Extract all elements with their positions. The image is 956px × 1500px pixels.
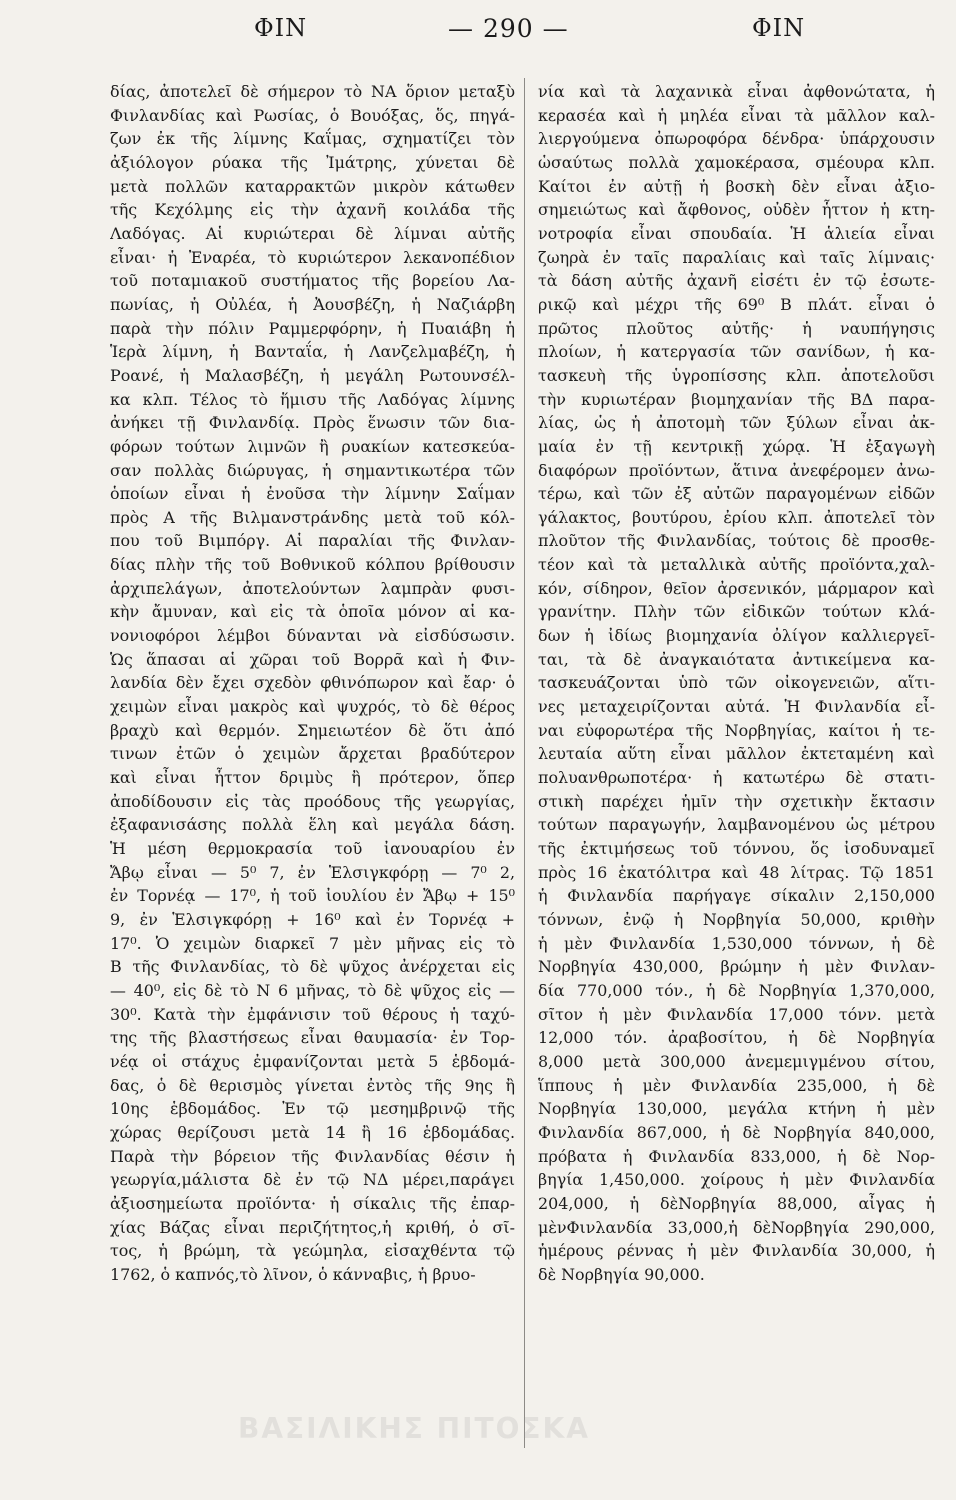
text-line: τασκευὴ τῆς ὑγροπίσσης κλπ. ἀποτελοῦσι: [538, 365, 935, 385]
text-line: ἡ Φινλανδία παρήγαγε σίκαλιν 2,150,000: [538, 886, 935, 906]
text-line: δίας, ἀποτελεῖ δὲ σήμερον τὸ ΝΑ ὅριον μεταξὺ: [110, 82, 515, 101]
text-line: νία καὶ τὰ λαχανικὰ εἶναι ἀφθονώτατα, ἡ: [538, 82, 935, 101]
text-line: χίας Βάζας εἶναι περιζήτητος,ἡ κριθή, ὁ σῖ-: [110, 1217, 515, 1237]
text-line: ζων ἐκ τῆς λίμνης Καΐμας, σχηματίζει τὸν: [110, 129, 515, 149]
text-line: 10ης ἑβδομάδος. Ἐν τῷ μεσημβρινῷ τῆς: [110, 1099, 515, 1119]
text-line: γάλακτος, βουτύρου, ἐρίου κλπ. ἀποτελεῖ τὸν: [538, 507, 935, 527]
text-line: πολυανθρωποτέρα· ἡ κατωτέρω δὲ στατι-: [538, 768, 935, 788]
text-line: λευταία αὕτη εἶναι μᾶλλον ἐκτεταμένη καὶ: [538, 744, 935, 764]
text-line: ὡσαύτως πολλὰ χαμοκέρασα, σμέουρα κλπ.: [538, 152, 935, 172]
text-line: Ροανέ, ἡ Μαλασβέζη, ἡ μεγάλη Ρωτουνσέλ-: [110, 365, 515, 385]
text-line: Παρὰ τὴν βόρειον τῆς Φινλανδίας θέσιν ἡ: [110, 1146, 515, 1166]
text-line: ἀξιόλογον ρύακα τῆς Ἰμάτρης, χύνεται δὲ: [110, 152, 515, 172]
text-line: δας, ὁ δὲ θερισμὸς γίνεται ἐντὸς τῆς 9ης ἢ: [110, 1075, 515, 1095]
text-line: τόννων, ἐνῷ ἡ Νορβηγία 50,000, κριθὴν: [538, 909, 935, 929]
text-line: Φινλανδίας καὶ Ρωσίας, ὁ Βουόξας, ὅς, πηγά-: [110, 105, 515, 125]
text-line: γεωργία,μάλιστα δὲ ἐν τῷ ΝΔ μέρει,παράγει: [110, 1170, 515, 1190]
column-divider: [524, 78, 525, 1448]
text-line: νοτροφία εἶναι σπουδαία. Ἡ ἁλιεία εἶναι: [538, 223, 935, 243]
text-line: βραχὺ καὶ θερμόν. Σημειωτέον δὲ ὅτι ἀπό: [110, 720, 515, 740]
text-line: 9, ἐν Ἑλσιγκφόρῃ + 16⁰ καὶ ἐν Τορνέᾳ +: [110, 909, 515, 929]
text-line: ἀποδίδουσιν εἰς τὰς προόδους τῆς γεωργίας,: [110, 791, 515, 811]
text-line: πλοίων, ἡ κατεργασία τῶν σανίδων, ἡ κα-: [538, 342, 935, 362]
text-line: Ἱερὰ λίμνη, ἡ Βανταΐα, ἡ Λανζελμαβέζη, ἡ: [110, 342, 515, 362]
text-line: γρανίτην. Πλὴν τῶν εἰδικῶν τούτων κλά-: [538, 602, 935, 622]
text-line: στικὴ παρέχει ἡμῖν τὴν σχετικὴν ἔκτασιν: [538, 791, 935, 811]
text-line: μετὰ πολλῶν καταρρακτῶν μικρὸν κάτωθεν: [110, 176, 515, 196]
right-text-column: [538, 80, 935, 1455]
text-line: νέᾳ οἱ στάχυς ἐμφανίζονται μετὰ 5 ἑβδομά-: [110, 1051, 515, 1071]
text-line: νονιοφόροι λέμβοι δύνανται νὰ εἰσδύσωσιν.: [110, 626, 515, 646]
text-line: 8,000 μετὰ 300,000 ἀνεμεμιγμένου σίτου,: [538, 1051, 935, 1071]
text-line: ἐξαφανισάσης πολλὰ ἕλη καὶ μεγάλα δάση.: [110, 815, 515, 835]
text-line: τος, ἡ βρώμη, τὰ γεώμηλα, εἰσαχθέντα τῷ: [110, 1241, 515, 1261]
text-line: 1762, ὁ καπνός,τὸ λῖνον, ὁ κάνναβις, ἡ βρυο-: [110, 1264, 476, 1284]
text-line: Καίτοι ἐν αὐτῇ ἡ βοσκὴ δὲν εἶναι ἀξιο-: [538, 176, 935, 196]
text-line: ται, τὰ δὲ ἀναγκαιότατα ἀντικείμενα κα-: [538, 649, 935, 669]
text-line: ἀξιοσημείωτα προϊόντα· ἡ σίκαλις τῆς ἐπαρ-: [110, 1193, 515, 1213]
text-line: τούτων παραγωγήν, λαμβανομένου ὡς μέτρου: [538, 815, 935, 835]
text-line: 12,000 τόν. ἀραβοσίτου, ἡ δὲ Νορβηγία: [538, 1028, 935, 1048]
text-line: λίας, ὡς ἡ ἀποτομὴ τῶν ξύλων εἶναι ἀκ-: [538, 413, 935, 433]
text-line: ἵππους ἡ μὲν Φινλανδία 235,000, ἡ δὲ: [538, 1075, 935, 1095]
text-line: λιεργούμενα ὀπωροφόρα δένδρα· ὑπάρχουσιν: [538, 129, 935, 149]
header-left-guideword: ΦΙΝ: [254, 14, 308, 42]
text-line: Ἄβῳ εἶναι — 5⁰ 7, ἐν Ἑλσιγκφόρῃ — 7⁰ 2,: [110, 862, 515, 882]
text-line: φόρων τούτων λιμνῶν ἢ ρυακίων κατεσκεύα-: [110, 436, 515, 456]
text-line: διαφόρων προϊόντων, ἅτινα ἀνεφέρομεν ἀνω-: [538, 460, 935, 480]
text-line: ἡ μὲν Φινλανδία 1,530,000 τόννων, ἡ δὲ: [538, 933, 935, 953]
running-header: [0, 14, 956, 58]
text-line: μὲνΦινλανδία 33,000,ἡ δὲΝορβηγία 290,000,: [538, 1217, 935, 1237]
text-line: εἶναι· ἡ Ἐναρέα, τὸ κυριώτερον λεκανοπέδιον: [110, 247, 515, 267]
text-line: πρὸς Α τῆς Βιλμανστράνδης μετὰ τοῦ κόλ-: [110, 507, 515, 527]
text-line: πλοῦτον τῆς Φινλανδίας, τούτοις δὲ προσθε-: [538, 531, 935, 551]
text-line: πρῶτος πλοῦτος αὐτῆς· ἡ ναυπήγησις: [538, 318, 935, 338]
text-line: τινων ἐτῶν ὁ χειμὼν ἄρχεται βραδύτερον: [110, 744, 515, 764]
text-line: της τῆς βλαστήσεως εἶναι θαυμασία· ἐν Τορ-: [110, 1028, 515, 1048]
header-right-guideword: ΦΙΝ: [752, 14, 806, 42]
text-line: δων ἡ ἰδίως βιομηχανία ὀλίγον καλλιεργεῖ-: [538, 626, 935, 646]
text-line: δία 770,000 τόν., ἡ δὲ Νορβηγία 1,370,000,: [538, 980, 935, 1000]
text-line: κόν, σίδηρον, θεῖον ἀρσενικόν, μάρμαρον καὶ: [538, 578, 935, 598]
text-line: τασκευάζονται ὑπὸ τῶν οἰκογενειῶν, αἵτι-: [538, 673, 935, 693]
text-line: λανδία δὲν ἔχει σχεδὸν φθινόπωρον καὶ ἔαρ· ὁ: [110, 673, 515, 693]
text-line: ζωηρὰ ἐν ταῖς παραλίαις καὶ ταῖς λίμναις·: [538, 247, 935, 267]
text-line: Ἡ μέση θερμοκρασία τοῦ ἰανουαρίου ἐν: [110, 839, 515, 858]
text-line: πρόβατα ἡ Φινλανδία 833,000, ἡ δὲ Νορ-: [538, 1146, 935, 1166]
text-line: Φινλανδία 867,000, ἡ δὲ Νορβηγία 840,000,: [538, 1122, 935, 1142]
text-line: σημειώτως καὶ ἄφθονος, οὐδὲν ἧττον ἡ κτη-: [538, 200, 935, 220]
text-line: ἐν Τορνέᾳ — 17⁰, ἡ τοῦ ἰουλίου ἐν Ἄβῳ + 15⁰: [110, 886, 515, 906]
text-line: τὰ δάση αὐτῆς ἀχανῆ εἰσέτι ἐν τῷ ἐσωτε-: [538, 271, 935, 291]
text-line: τέρω, καὶ τῶν ἐξ αὐτῶν παραγομένων εἰδῶν: [538, 484, 935, 504]
text-line: κα κλπ. Τέλος τὸ ἥμισυ τῆς Λαδόγας λίμνης: [110, 389, 515, 409]
text-line: — 40⁰, εἰς δὲ τὸ Ν 6 μῆνας, τὸ δὲ ψῦχος εἰς —: [110, 980, 515, 1000]
text-line: ἀρχιπελάγων, ἀποτελούντων λαμπρὰν φυσι-: [110, 578, 515, 598]
text-line: χώρας θερίζουσι μετὰ 14 ἢ 16 ἑβδομάδας.: [110, 1122, 515, 1142]
text-line: πρὸς 16 ἑκατόλιτρα καὶ 48 λίτρας. Τῷ 1851: [538, 862, 935, 882]
text-line: ναι εὐφορωτέρα τῆς Νορβηγίας, καίτοι ἡ τε-: [538, 720, 935, 740]
text-line: κερασέα καὶ ἡ μηλέα εἶναι τὰ μᾶλλον καλ-: [538, 105, 935, 125]
text-line: σῖτον ἡ μὲν Φινλανδία 17,000 τόνν. μετὰ: [538, 1004, 935, 1024]
text-line: τῆς ἐκτιμήσεως τοῦ τόννου, ὅς ἰσοδυναμεῖ: [538, 839, 935, 858]
text-line: τὴν κυριωτέραν βιομηχανίαν τῆς ΒΔ παρα-: [538, 389, 935, 409]
text-line: 204,000, ἡ δὲΝορβηγία 88,000, αἶγας ἡ: [538, 1193, 935, 1213]
text-line: που τοῦ Βιμπόργ. Αἱ παραλίαι τῆς Φινλαν-: [110, 531, 515, 551]
text-line: 17⁰. Ὁ χειμὼν διαρκεῖ 7 μὲν μῆνας εἰς τὸ: [110, 933, 515, 953]
text-line: χειμὼν εἶναι μακρὸς καὶ ψυχρός, τὸ δὲ θέρος: [110, 697, 515, 717]
text-line: βηγία 1,450,000. χοίρους ἡ μὲν Φινλανδία: [538, 1170, 935, 1190]
text-line: νες μεταχειρίζονται αὐτά. Ἡ Φινλανδία εἶ-: [538, 697, 935, 717]
text-line: κὴν ἄμυναν, καὶ εἰς τὰ ὁποῖα μόνον αἱ κα-: [110, 602, 515, 622]
text-line: μαία ἐν τῇ κεντρικῇ χώρᾳ. Ἡ ἐξαγωγὴ: [538, 436, 935, 456]
text-line: παρὰ τὴν πόλιν Ραμμερφόρην, ἡ Πυαιάβη ἡ: [110, 318, 515, 338]
text-line: 30⁰. Κατὰ τὴν ἐμφάνισιν τοῦ θέρους ἡ ταχύ-: [110, 1004, 515, 1024]
text-line: δίας πλὴν τῆς τοῦ Βοθνικοῦ κόλπου βρίθουσιν: [110, 555, 515, 575]
text-line: ὁποίων εἶναι ἡ ἑνοῦσα τὴν λίμνην Σαΐμαν: [110, 484, 515, 504]
text-line: πωνίας, ἡ Οὐλέα, ἡ Ἀουσβέζη, ἡ Ναζιάρβη: [110, 294, 515, 314]
text-line: τέον καὶ τὰ μεταλλικὰ αὐτῆς προϊόντα,χαλ-: [538, 555, 935, 575]
text-line: Νορβηγία 430,000, βρώμην ἡ μὲν Φινλαν-: [538, 957, 935, 977]
text-line: σαν πολλὰς διώρυγας, ἡ σημαντικωτέρα τῶν: [110, 460, 515, 480]
text-line: τοῦ ποταμιακοῦ συστήματος τῆς βορείου Λα-: [110, 271, 515, 291]
text-line: Νορβηγία 130,000, μεγάλα κτήνη ἡ μὲν: [538, 1099, 935, 1119]
text-line: ἀνήκει τῇ Φινλανδίᾳ. Πρὸς ἕνωσιν τῶν δια-: [110, 413, 515, 433]
text-line: Ὡς ἅπασαι αἱ χῶραι τοῦ Βορρᾶ καὶ ἡ Φιν-: [110, 649, 515, 669]
left-text-column: [110, 80, 515, 1455]
text-line: καὶ εἶναι ἧττον δριμὺς ἢ πρότερον, ὅπερ: [110, 768, 515, 788]
text-line: Β τῆς Φινλανδίας, τὸ δὲ ψῦχος ἀνέρχεται εἰς: [110, 957, 515, 977]
text-line: ἡμέρους ρέννας ἡ μὲν Φινλανδία 30,000, ἡ: [538, 1241, 935, 1261]
text-line: Λαδόγας. Αἱ κυριώτεραι δὲ λίμναι αὐτῆς: [110, 223, 515, 243]
text-line: τῆς Κεχόλμης εἰς τὴν ἀχανῆ κοιλάδα τῆς: [110, 200, 515, 220]
text-line: ρικῷ καὶ μέχρι τῆς 69⁰ Β πλάτ. εἶναι ὁ: [538, 294, 935, 314]
library-watermark: ΒΑΣΙΛΙΚΗΣ ΠΙΤΟΣΚΑ: [238, 1412, 590, 1445]
page-number: — 290 —: [448, 14, 569, 43]
text-line: δὲ Νορβηγία 90,000.: [538, 1264, 705, 1284]
